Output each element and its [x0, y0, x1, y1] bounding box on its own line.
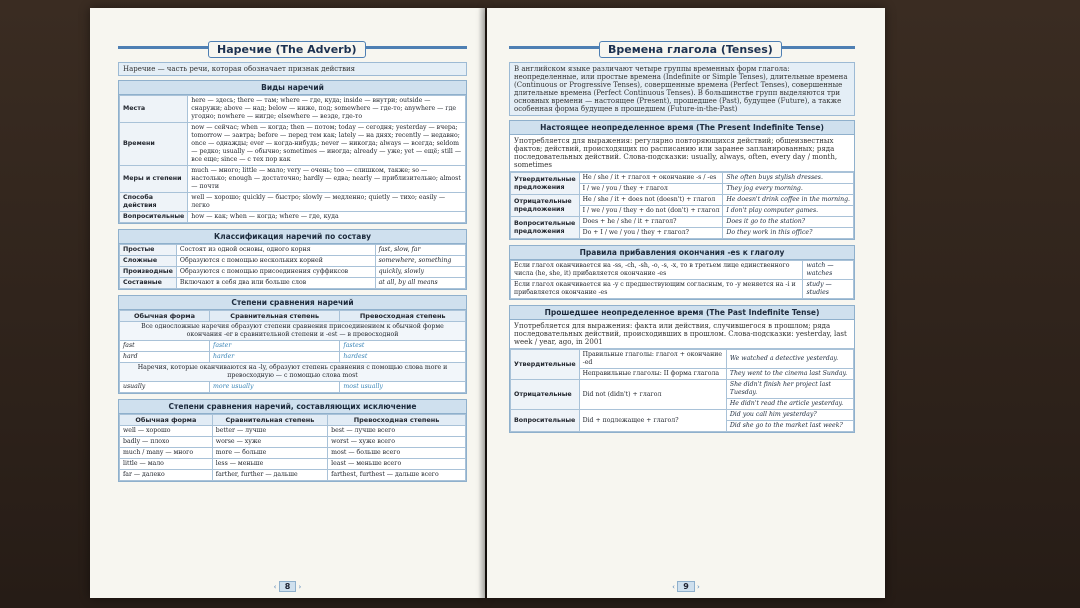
- example-cell: They jog every morning.: [723, 184, 854, 195]
- form-cell: Did not (didn't) + глагол: [579, 380, 726, 410]
- row-text: here — здесь; there — там; where — где, куда; inside — внутри; outside — снаружи; above — над; below — ниже, под; somewhere — где-то; anywhere — где угодно; nowhere — нигде; elsewhere — везде, где-то: [188, 96, 466, 123]
- cell: hardest: [340, 352, 466, 363]
- table-row: [511, 410, 854, 421]
- row-label: Утвердительные предложения: [511, 173, 580, 195]
- table-row: [120, 322, 466, 341]
- page-number-value: 9: [677, 581, 695, 592]
- tenses-intro: В английском языке различают четыре группы временных форм глагола: неопределенные, или простые времена (Indefinite or Simple Tenses), длительные времена (Continuous or Progressive Tenses), совершенные времена (Perfect Tenses), совершенные длительные времена (Perfect Continuous Tenses). В большинстве групп выделяются три основных времени — настоящее (Present), прошедшее (Past), будущее (Future), а также особенная форма будущее в прошедшем (Future-in-the-Past): [509, 62, 855, 116]
- form-cell: He / she / it + глагол + окончание -s / -es: [579, 173, 723, 184]
- usage-text: Употребляется для выражения: регулярно повторяющихся действий; общеизвестных фактов; действий, происходящих по расписанию или заранее запланированных; ряда последовательных действий. Слова-подсказки: usually, always, often, every day / month, sometimes: [510, 135, 854, 172]
- comparison-table: [119, 310, 466, 393]
- page-number-value: 8: [279, 581, 297, 592]
- present-indefinite-box: [509, 120, 855, 240]
- example-cell: She often buys stylish dresses.: [723, 173, 854, 184]
- rule-cell: Если глагол оканчивается на -ss, -ch, -sh, -o, -s, -x, то в третьем лице единственного числа (he, she, it) прибавляется окончание -es: [511, 261, 803, 280]
- row-label: Вопросительные: [120, 212, 188, 223]
- cell: best — лучше всего: [328, 426, 466, 437]
- box-header: Классификация наречий по составу: [119, 230, 466, 244]
- row-label: Производные: [120, 267, 177, 278]
- example-cell: Did you call him yesterday?: [726, 410, 853, 421]
- row-example: quickly, slowly: [375, 267, 465, 278]
- adverb-types-table: [119, 95, 466, 223]
- table-row: [120, 352, 466, 363]
- table-row: [511, 195, 854, 206]
- column-header: Сравнительная степень: [210, 311, 340, 322]
- page-number: ‹ 8 ›: [273, 582, 302, 591]
- row-desc: Состоят из одной основы, одного корня: [176, 245, 375, 256]
- box-header: Виды наречий: [119, 81, 466, 95]
- cell: hard: [120, 352, 210, 363]
- form-cell: Do + I / we / you / they + глагол?: [579, 228, 723, 239]
- row-label: Способа действия: [120, 193, 188, 212]
- form-cell: Does + he / she / it + глагол?: [579, 217, 723, 228]
- example-cell: She didn't finish her project last Tuesday.: [726, 380, 853, 399]
- usage-text: Употребляется для выражения: факта или действия, случившегося в прошлом; ряда последовательных действий, происходивших в прошлом. Слова-подсказки: yesterday, last week / year, ago, in 2001: [510, 320, 854, 349]
- es-ending-box: [509, 245, 855, 300]
- cell: much / many — много: [120, 448, 213, 459]
- row-label: Времени: [120, 123, 188, 166]
- row-text: now — сейчас; when — когда; then — потом; today — сегодня; yesterday — вчера; tomorrow — завтра; before — перед тем как; lately — на днях; recently — недавно; once — однажды; ever — когда-нибудь; never — никогда; always — всегда; seldom — редко; usually — обычно; sometimes — иногда; already — уже; yet — ещё; still — все еще; since — с тех пор как: [188, 123, 466, 166]
- comparison-box: [118, 295, 467, 394]
- box-header: Степени сравнения наречий, составляющих исключение: [119, 400, 466, 414]
- row-example: fast, slow, far: [375, 245, 465, 256]
- cell: more usually: [210, 382, 340, 393]
- row-label: Утвердительные: [511, 350, 580, 380]
- cell: worst — хуже всего: [328, 437, 466, 448]
- row-label: Меры и степени: [120, 166, 188, 193]
- table-header-row: [120, 415, 466, 426]
- row-desc: Включают в себя два или больше слов: [176, 278, 375, 289]
- box-header: Настоящее неопределенное время (The Present Indefinite Tense): [510, 121, 854, 135]
- example-cell: Does it go to the station?: [723, 217, 854, 228]
- cell: less — меньше: [212, 459, 327, 470]
- example-cell: study — studies: [803, 280, 854, 299]
- table-row: [120, 363, 466, 382]
- example-cell: Did she go to the market last week?: [726, 421, 853, 432]
- table-row: [120, 341, 466, 352]
- cell: farther, further — дальше: [212, 470, 327, 481]
- cell: far — далеко: [120, 470, 213, 481]
- example-cell: He doesn't drink coffee in the morning.: [723, 195, 854, 206]
- table-row: [120, 470, 466, 481]
- column-header: Превосходная степень: [328, 415, 466, 426]
- table-row: [120, 212, 466, 223]
- cell: badly — плохо: [120, 437, 213, 448]
- row-text: much — много; little — мало; very — очень; too — слишком, также; so — настолько; enough — достаточно; hardly — едва; nearly — приблизительно; almost — почти: [188, 166, 466, 193]
- example-cell: watch — watches: [803, 261, 854, 280]
- row-example: at all, by all means: [375, 278, 465, 289]
- table-row: [120, 459, 466, 470]
- example-cell: I don't play computer games.: [723, 206, 854, 217]
- row-example: somewhere, something: [375, 256, 465, 267]
- rule-cell: Если глагол оканчивается на -y с предшествующим согласным, то -y меняется на -i и прибавляется окончание -es: [511, 280, 803, 299]
- cell: least — меньше всего: [328, 459, 466, 470]
- adverb-types-box: [118, 80, 467, 224]
- cell: more — больше: [212, 448, 327, 459]
- es-ending-table: [510, 260, 854, 299]
- table-row: [120, 278, 466, 289]
- cell: well — хорошо: [120, 426, 213, 437]
- column-header: Обычная форма: [120, 415, 213, 426]
- box-header: Степени сравнения наречий: [119, 296, 466, 310]
- table-row: [511, 280, 854, 299]
- row-label: Отрицательные: [511, 380, 580, 410]
- table-row: [511, 380, 854, 399]
- exceptions-table: [119, 414, 466, 481]
- page-title: Наречие (The Adverb): [208, 41, 366, 58]
- cell: most usually: [340, 382, 466, 393]
- right-page: [487, 8, 885, 598]
- box-header: Правила прибавления окончания -es к глаголу: [510, 246, 854, 260]
- box-header: Прошедшее неопределенное время (The Past Indefinite Tense): [510, 306, 854, 320]
- cell: most — больше всего: [328, 448, 466, 459]
- rule-note: Наречия, которые оканчиваются на -ly, образуют степень сравнения с помощью слова more и превосходную — с помощью слова most: [120, 363, 466, 382]
- row-text: how — как; when — когда; where — где, куда: [188, 212, 466, 223]
- cell: fastest: [340, 341, 466, 352]
- adverb-definition: Наречие — часть речи, которая обозначает признак действия: [118, 62, 467, 76]
- table-row: [120, 426, 466, 437]
- column-header: Обычная форма: [120, 311, 210, 322]
- table-row: [511, 261, 854, 280]
- form-cell: Did + подлежащее + глагол?: [579, 410, 726, 432]
- present-indefinite-table: [510, 172, 854, 239]
- table-row: [511, 173, 854, 184]
- table-row: [120, 448, 466, 459]
- example-cell: They went to the cinema last Sunday.: [726, 369, 853, 380]
- table-header-row: [120, 311, 466, 322]
- table-row: [511, 217, 854, 228]
- row-desc: Образуются с помощью присоединения суффиксов: [176, 267, 375, 278]
- table-row: [120, 123, 466, 166]
- exceptions-box: [118, 399, 467, 482]
- table-row: [511, 350, 854, 369]
- row-label: Сложные: [120, 256, 177, 267]
- composition-box: [118, 229, 467, 290]
- form-cell: He / she / it + does not (doesn't) + глагол: [579, 195, 723, 206]
- table-row: [120, 166, 466, 193]
- left-title-bar: [118, 38, 467, 56]
- page-number: ‹ 9 ›: [672, 582, 700, 591]
- past-indefinite-box: [509, 305, 855, 433]
- column-header: Превосходная степень: [340, 311, 466, 322]
- right-title-bar: [509, 38, 855, 56]
- form-cell: Правильные глаголы: глагол + окончание -ed: [579, 350, 726, 369]
- row-label: Места: [120, 96, 188, 123]
- table-row: [120, 256, 466, 267]
- example-cell: We watched a detective yesterday.: [726, 350, 853, 369]
- cell: better — лучше: [212, 426, 327, 437]
- past-indefinite-table: [510, 349, 854, 432]
- row-label: Вопросительные: [511, 410, 580, 432]
- table-row: [120, 96, 466, 123]
- table-row: [120, 437, 466, 448]
- row-label: Вопросительные предложения: [511, 217, 580, 239]
- form-cell: Неправильные глаголы: II форма глагола: [579, 369, 726, 380]
- example-cell: He didn't read the article yesterday.: [726, 399, 853, 410]
- row-label: Простые: [120, 245, 177, 256]
- cell: harder: [210, 352, 340, 363]
- cell: fast: [120, 341, 210, 352]
- table-row: [120, 267, 466, 278]
- table-row: [120, 382, 466, 393]
- row-text: well — хорошо; quickly — быстро; slowly — медленно; quietly — тихо; easily — легко: [188, 193, 466, 212]
- row-desc: Образуются с помощью нескольких корней: [176, 256, 375, 267]
- rule-note: Все односложные наречия образуют степени сравнения присоединением к обычной форме окончания -er в сравнительной степени и -est — в превосходной: [120, 322, 466, 341]
- left-page: [90, 8, 485, 598]
- form-cell: I / we / you / they + do not (don't) + глагол: [579, 206, 723, 217]
- cell: usually: [120, 382, 210, 393]
- table-row: [120, 245, 466, 256]
- column-header: Сравнительная степень: [212, 415, 327, 426]
- example-cell: Do they work in this office?: [723, 228, 854, 239]
- cell: worse — хуже: [212, 437, 327, 448]
- cell: farthest, furthest — дальше всего: [328, 470, 466, 481]
- table-row: [120, 193, 466, 212]
- cell: little — мало: [120, 459, 213, 470]
- row-label: Отрицательные предложения: [511, 195, 580, 217]
- page-title: Времена глагола (Tenses): [599, 41, 782, 58]
- row-label: Составные: [120, 278, 177, 289]
- composition-table: [119, 244, 466, 289]
- form-cell: I / we / you / they + глагол: [579, 184, 723, 195]
- cell: faster: [210, 341, 340, 352]
